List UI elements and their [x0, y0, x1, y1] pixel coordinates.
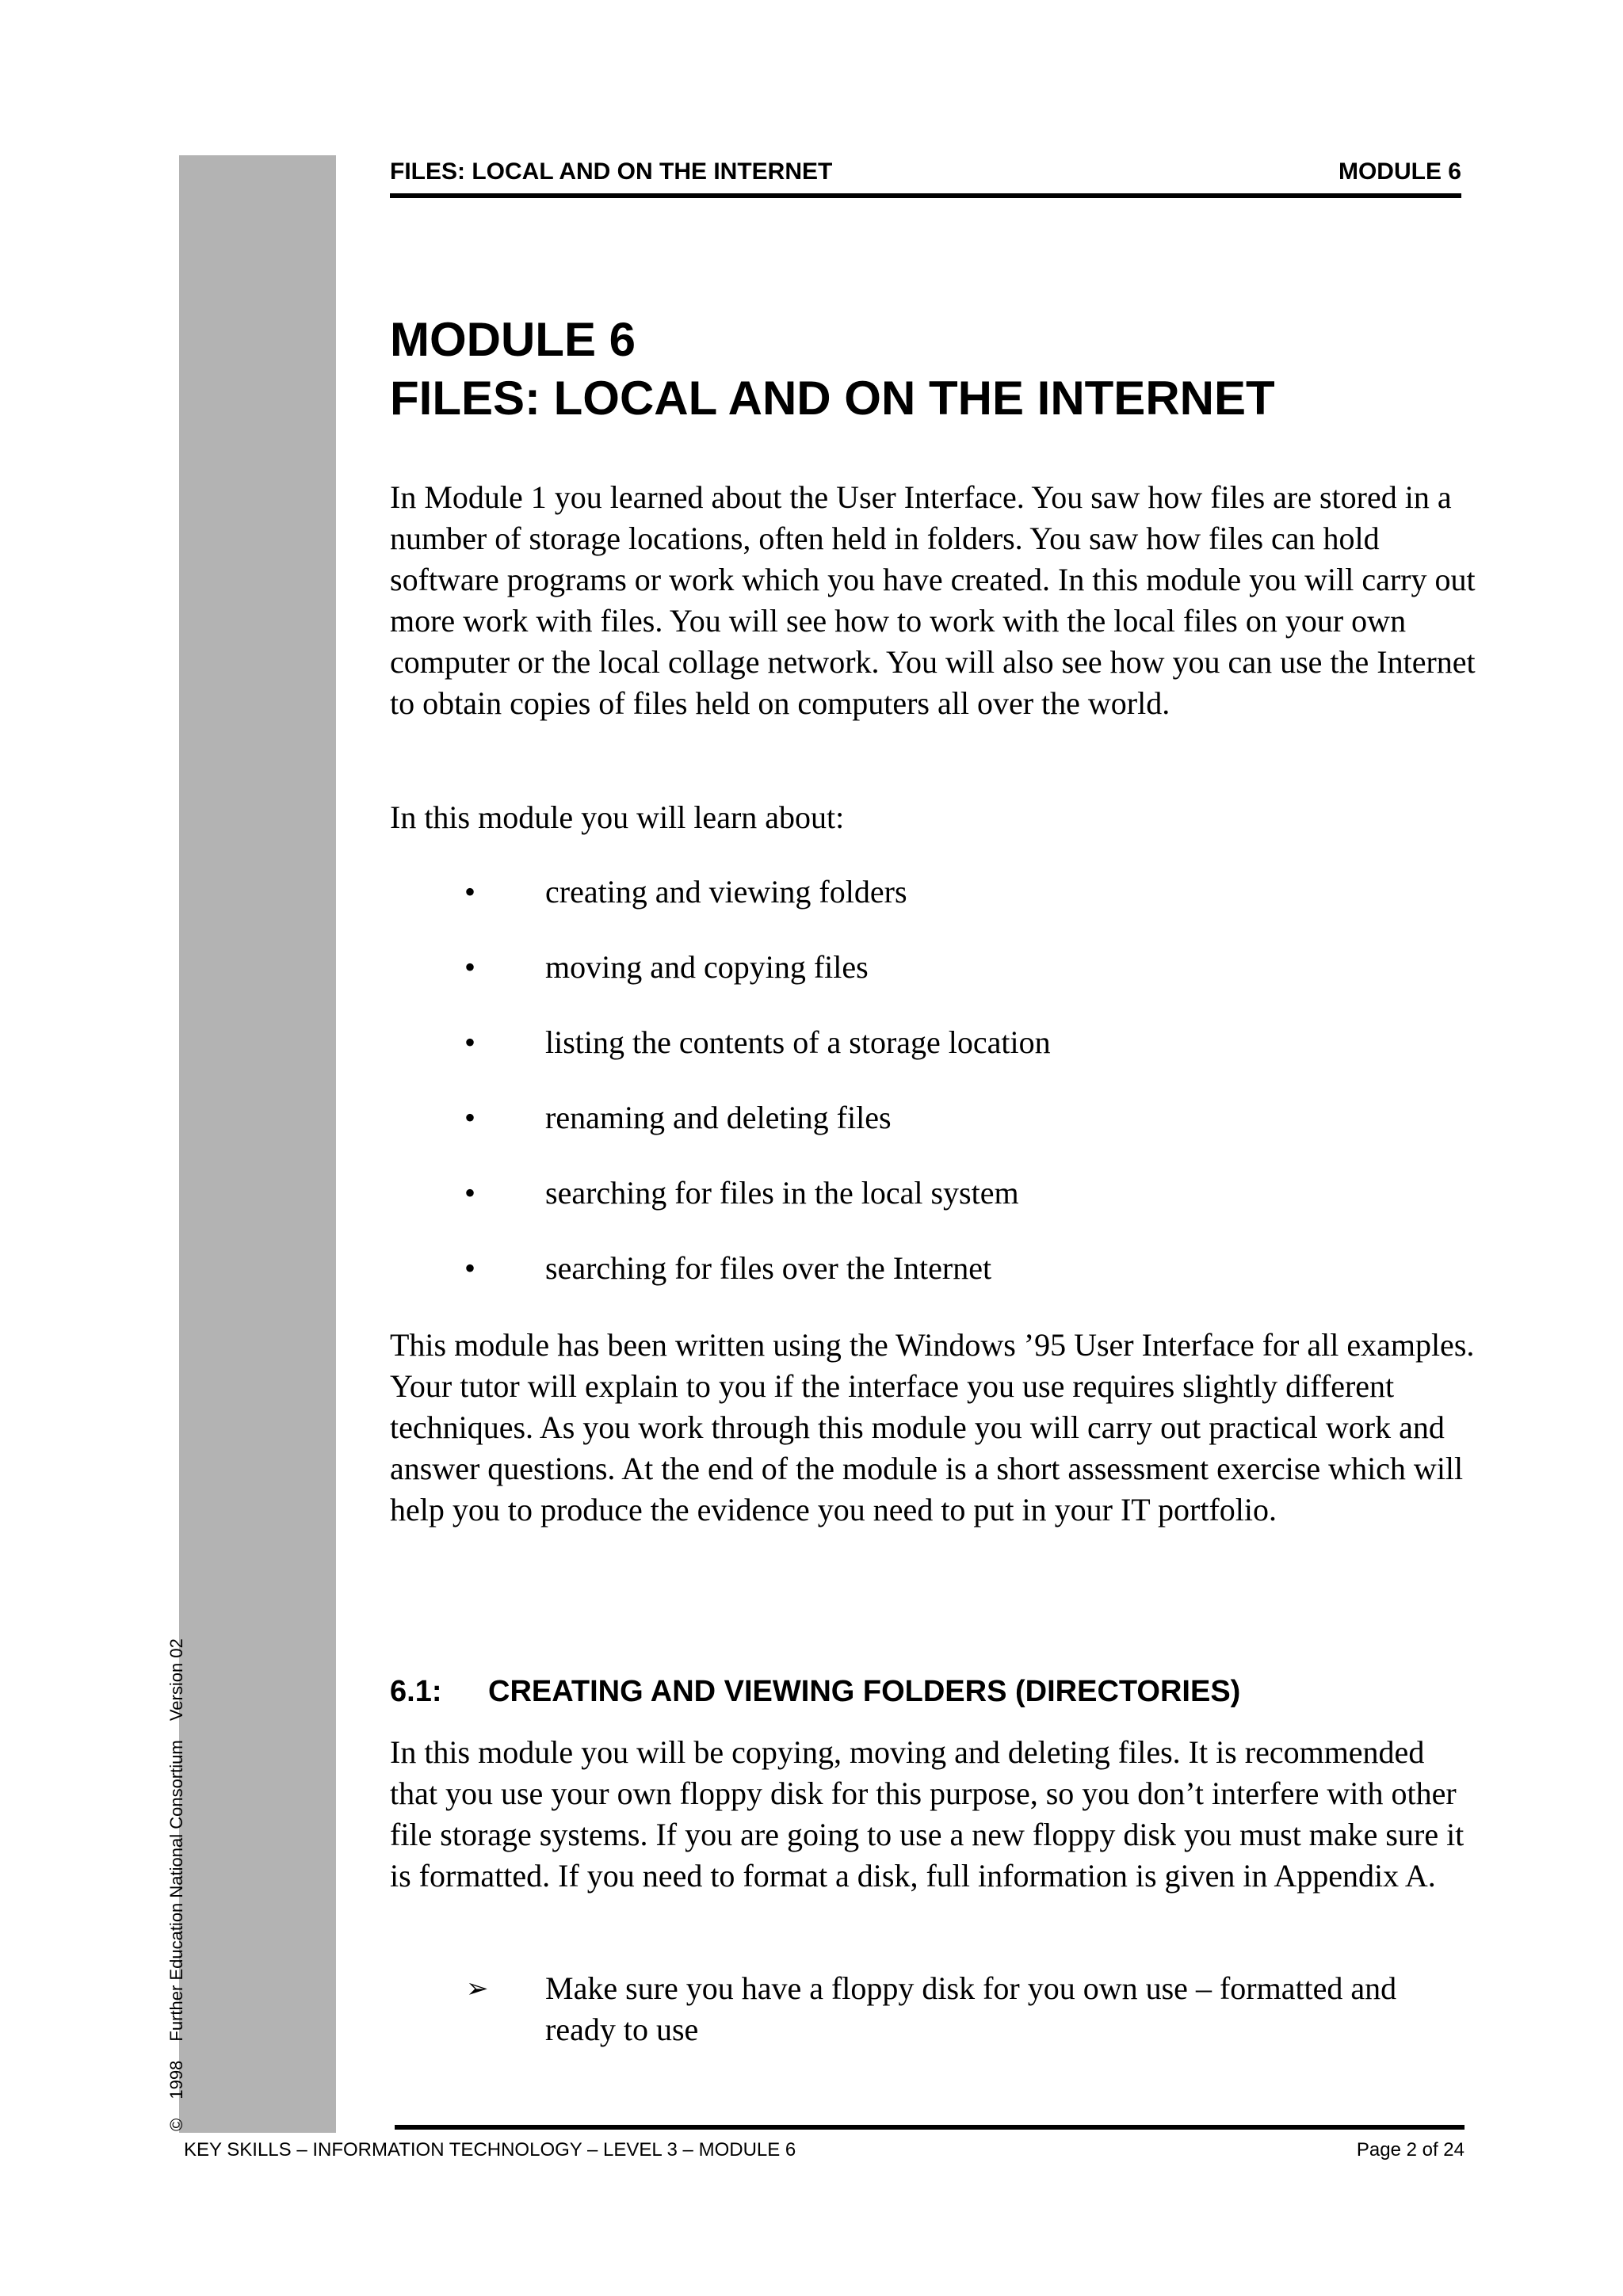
footer-course: KEY SKILLS – INFORMATION TECHNOLOGY – LEVEL 3 – MODULE 6	[184, 2139, 796, 2161]
margin-bar	[179, 155, 336, 2133]
section-number: 6.1:	[390, 1675, 442, 1708]
running-footer	[184, 2139, 1465, 2161]
copyright-symbol: ©	[166, 2118, 186, 2131]
section-title: CREATING AND VIEWING FOLDERS (DIRECTORIES)	[488, 1675, 1241, 1708]
copyright-year: 1998	[166, 2060, 186, 2100]
list-item	[390, 1248, 1476, 1323]
bullet-icon: •	[464, 874, 476, 910]
bullet-icon: •	[464, 1175, 476, 1211]
list-item-text: renaming and deleting files	[545, 1100, 892, 1135]
header-module: MODULE 6	[1338, 158, 1461, 185]
list-item-text: searching for files in the local system	[545, 1175, 1019, 1211]
page-title	[390, 311, 1275, 428]
copyright-note	[166, 1624, 187, 2131]
copyright-org: Further Education National Consortium	[166, 1740, 186, 2042]
bullet-icon: •	[464, 1250, 476, 1286]
arrow-bullet-icon: ➢	[466, 1973, 489, 2004]
list-item-text: moving and copying files	[545, 949, 869, 985]
bullet-icon: •	[464, 949, 476, 985]
action-text: Make sure you have a floppy disk for you own use – formatted and ready to use	[545, 1970, 1397, 2047]
header-title: FILES: LOCAL AND ON THE INTERNET	[390, 158, 833, 185]
section-paragraph: In this module you will be copying, moving and deleting files. It is recommended that you use your own floppy disk for this purpose, so you don’t interfere with other file storage systems. If you are going to use a new floppy disk you must make sure it is formatted. If you need to format a disk, full information is given in Appendix A.	[390, 1734, 1465, 1894]
learn-lead-paragraph: In this module you will learn about:	[390, 799, 845, 835]
list-item	[390, 1022, 1476, 1097]
intro-paragraph: In Module 1 you learned about the User Interface. You saw how files are stored in a number of storage locations, often held in folders. You saw how files can hold software programs or work which you have created. In this module you will carry out more work with files. You will see how to work with the local files on your own computer or the local collage network. You will also see how you can use the Internet to obtain copies of files held on computers all over the world.	[390, 479, 1476, 721]
learning-list	[390, 871, 1476, 1323]
list-item	[390, 871, 1476, 947]
title-line-topic: FILES: LOCAL AND ON THE INTERNET	[390, 372, 1275, 425]
list-item-text: searching for files over the Internet	[545, 1250, 992, 1286]
list-item-text: creating and viewing folders	[545, 874, 907, 910]
footer-rule	[395, 2125, 1465, 2130]
document-version: Version 02	[166, 1638, 186, 1722]
windows-note-paragraph: This module has been written using the Windows ’95 User Interface for all examples. Your tutor will explain to you if the interface you use requires slightly different techniques. As you work through this module you will carry out practical work and answer questions. At the end of the module is a short assessment exercise which will help you to produce the evidence you need to put in your IT portfolio.	[390, 1327, 1475, 1527]
page-number: Page 2 of 24	[1356, 2139, 1465, 2161]
header-rule	[390, 193, 1461, 198]
list-item	[390, 1097, 1476, 1173]
list-item	[390, 1173, 1476, 1248]
running-header	[390, 155, 1461, 196]
bullet-icon: •	[464, 1024, 476, 1060]
bullet-icon: •	[464, 1100, 476, 1135]
section-heading	[390, 1675, 1240, 1709]
list-item	[390, 947, 1476, 1022]
title-line-module: MODULE 6	[390, 313, 636, 366]
list-item-text: listing the contents of a storage location	[545, 1024, 1051, 1060]
